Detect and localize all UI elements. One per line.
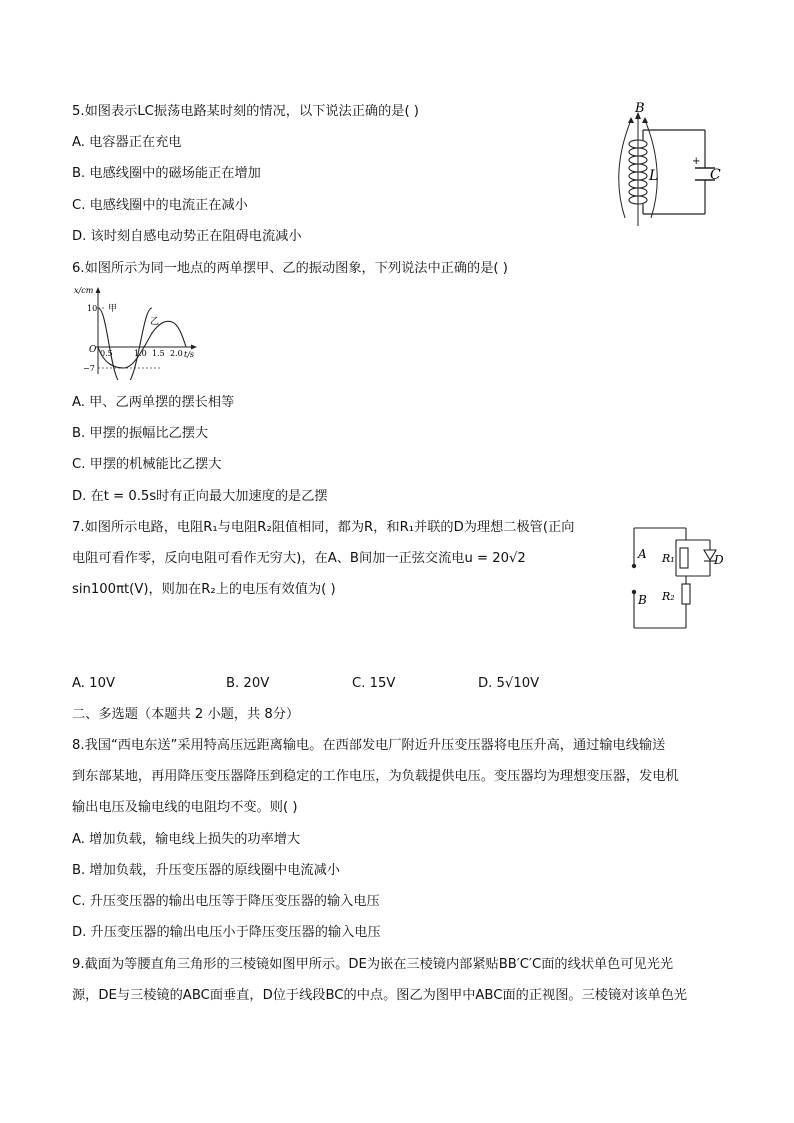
q7-option-a: A. 10V [72,676,115,691]
q8-option-c: C. 升压变压器的输出电压等于降压变压器的输入电压 [72,894,380,909]
q8-stem-line-1: 8.我国“西电东送”采用特高压远距离输电。在西部发电厂附近升压变压器将电压升高，通过输电线输送 [72,738,666,753]
q5-option-d: D. 该时刻自感电动势正在阻碍电流减小 [72,229,302,244]
q7-stem-line-1: 7.如图所示电路，电阻R₁与电阻R₂阻值相同，都为R，和R₁并联的D为理想二极管(正向 [72,520,575,535]
q6-x-tick-0-5: 0.5 [100,349,113,358]
q5-stem: 5.如图表示LC振荡电路某时刻的情况，以下说法正确的是( ) [72,104,419,119]
q6-label-jia: 甲 [108,304,118,314]
q7-option-c: C. 15V [352,676,396,691]
q6-option-c: C. 甲摆的机械能比乙摆大 [72,457,222,472]
q5-option-b: B. 电感线圈中的磁场能正在增加 [72,166,261,181]
q6-x-tick-2-0: 2.0 [170,349,183,358]
q6-vibration-graph [70,284,210,380]
q8-option-b: B. 增加负载，升压变压器的原线圈中电流减小 [72,863,340,878]
q7-options-row [0,674,794,694]
q6-option-a: A. 甲、乙两单摆的摆长相等 [72,395,235,410]
q7-option-b: B. 20V [226,676,270,691]
q5-option-a: A. 电容器正在充电 [72,135,182,150]
q7-label-a: A [638,547,647,561]
q6-stem: 6.如图所示为同一地点的两单摆甲、乙的振动图象，下列说法中正确的是( ) [72,261,508,276]
q5-plus-sign: + [692,156,701,167]
q6-option-d: D. 在t = 0.5s时有正向最大加速度的是乙摆 [72,489,328,504]
q6-label-yi: 乙 [150,317,160,327]
q6-origin: O [89,345,97,355]
q8-stem-line-2: 到东部某地，再用降压变压器降压到稳定的工作电压，为负载提供电压。变压器均为理想变压器，发电机 [72,769,679,784]
q5-label-c: C [710,167,721,183]
q6-option-b: B. 甲摆的振幅比乙摆大 [72,426,209,441]
q7-label-r1: R₁ [662,552,675,565]
q6-curve-jia [98,308,152,380]
q8-stem-line-3: 输出电压及输电线的电阻均不变。则( ) [72,800,298,815]
q7-label-d: D [714,553,724,567]
q5-label-b: B [635,101,645,116]
q7-label-r2: R₂ [662,590,675,603]
q6-curve-yi [98,321,186,368]
q5-option-c: C. 电感线圈中的电流正在减小 [72,198,248,213]
q6-y-axis-label: x/cm [74,286,94,295]
q9-stem-line-2: 源，DE与三棱镜的ABC面垂直，D位于线段BC的中点。图乙为图甲中ABC面的正视图。三棱镜对该单色光 [72,988,688,1003]
q5-lc-circuit-figure [605,100,730,230]
section-2-heading: 二、多选题（本题共 2 小题，共 8分） [72,707,300,722]
q6-x-tick-1-5: 1.5 [152,349,165,358]
q9-stem-line-1: 9.截面为等腰直角三角形的三棱镜如图甲所示。DE为嵌在三棱镜内部紧贴BB′C′C面的线状单色可见光光 [72,957,674,972]
q7-label-b: B [638,593,647,607]
q7-diode-circuit-figure [622,520,726,632]
q5-label-l: L [649,168,659,184]
q6-y-tick-top: 10 [87,304,98,313]
q8-option-a: A. 增加负载，输电线上损失的功率增大 [72,832,301,847]
q7-stem-line-2: 电阻可看作零，反向电阻可看作无穷大)，在A、B间加一正弦交流电u = 20√2 [72,551,526,566]
q6-y-tick-bottom: −7 [83,364,95,373]
q6-x-tick-1-0: 1.0 [134,349,147,358]
q7-stem-line-3: sin100πt(V)，则加在R₂上的电压有效值为( ) [72,582,336,597]
q6-x-axis-label: t/s [184,350,195,359]
q7-option-d: D. 5√10V [478,676,540,691]
q8-option-d: D. 升压变压器的输出电压小于降压变压器的输入电压 [72,925,381,940]
